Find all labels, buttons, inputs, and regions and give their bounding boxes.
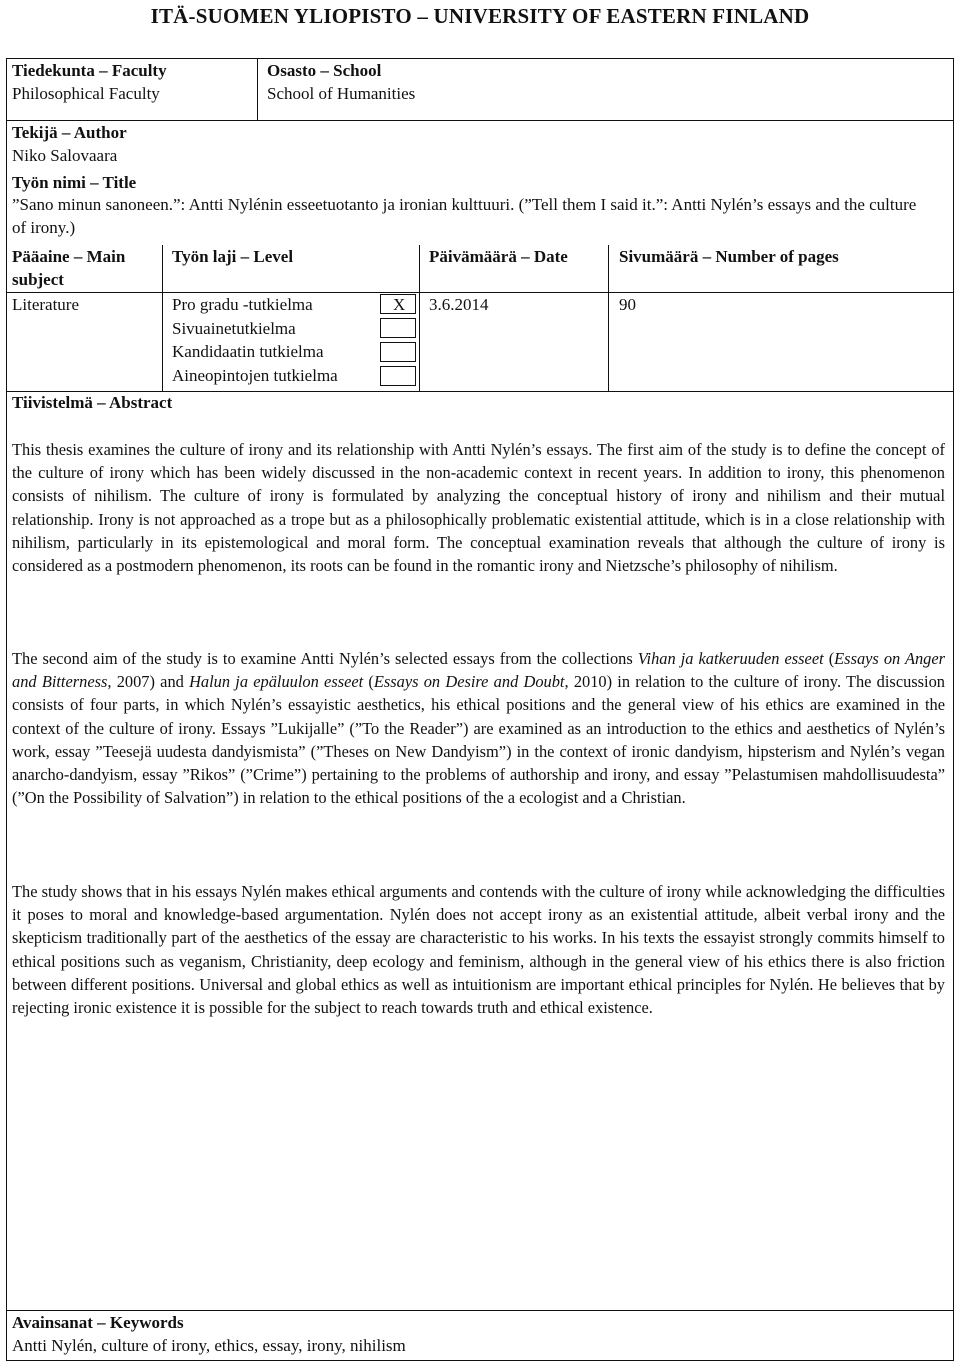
faculty-value: Philosophical Faculty [12,84,160,103]
keywords-value: Antti Nylén, culture of irony, ethics, essay, irony, nihilism [12,1336,406,1355]
date-value: 3.6.2014 [429,295,489,314]
title-value: ”Sano minun sanoneen.”: Antti Nylénin esseetuotanto ja ironian kulttuuri. (”Tell them I said it.”: Antti Nylén’s essays and the culture of irony.) [12,195,917,237]
level-checkbox-aineopintojen [380,366,416,386]
p2-text-c: ( [823,649,835,668]
p2-text-a: The second aim of the study is to examine Antti Nylén’s selected essays from the collections [12,649,638,668]
level-option-kandidaatin: Kandidaatin tutkielma [172,342,324,361]
level-option-aineopintojen: Aineopintojen tutkielma [172,366,338,385]
level-date-divider [419,245,420,391]
level-label: Työn laji – Level [172,247,294,266]
faculty-school-divider [257,58,258,120]
level-option-pro-gradu: Pro gradu -tutkielma [172,295,313,314]
level-selected-mark: X [393,295,406,314]
main-subject-label-2: subject [12,270,64,289]
main-subject-value: Literature [12,295,80,314]
level-option-sivuaine: Sivuainetutkielma [172,319,296,338]
abstract-paragraph-2 [12,647,945,809]
divider-after-faculty [6,120,954,121]
p2-book-2-translation: Essays on Desire and Doubt [373,672,565,692]
p2-text-e: , 2007) and [107,672,190,692]
p2-text-i: , 2010) in relation to the culture of irony. The discussion consists of four parts, in which Nylén’s essayistic aesthetics, his ethical positions and the general view of his ethics are examined in the context of the culture of irony. Essays ”Lukijalle” (”To the Reader”) are examined as an introduction to the ethics and aesthetics of Nylén’s work, essay ”Teesejä uudesta dandyismista” (”Theses on New Dandyism”) in the context of ironic dandyism, hipsterism and Nylén’s vegan anarcho-dandyism, essay ”Rikos” (”Crime”) pertaining to the problems of authorship and irony, and essay ”Pelastumisen mahdollisuudesta” (”On the Possibility of Salvation”) in relation to the ethical positions of the a ecologist and a Christian. [12,672,945,808]
main-subject-label: Pääaine – Main [12,247,126,266]
abstract-paragraph-1: This thesis examines the culture of irony and its relationship with Antti Nylén’s essays. The first aim of the study is to define the concept of the culture of irony which has been widely discussed in the non-academic context in recent years. In addition to irony, this phenomenon consists of nihilism. The culture of irony is formulated by analyzing the conceptual history of irony and nihilism and their mutual relationship. Irony is not approached as a trope but as a philosophically problematic existential attitude, which is in a close relationship with nihilism, particularly in its epistemological and moral form. The conceptual examination reveals that although the culture of irony is considered as a postmodern phenomenon, its roots can be found in the romantic irony and Nietzsche’s philosophy of nihilism. [12,440,945,576]
author-label: Tekijä – Author [12,123,127,142]
level-checkbox-sivuaine [380,318,416,338]
subject-level-divider [162,245,163,391]
keywords-label: Avainsanat – Keywords [12,1313,184,1332]
p2-book-2-title: Halun ja epäluulon esseet [189,672,364,692]
level-checkbox-kandidaatin [380,342,416,362]
p2-text-g: ( [363,672,374,692]
university-title: ITÄ-SUOMEN YLIOPISTO – UNIVERSITY OF EASTERN FINLAND [150,4,810,28]
date-label: Päivämäärä – Date [429,247,568,266]
pages-value: 90 [619,295,636,314]
author-value: Niko Salovaara [12,146,118,165]
date-pages-divider [608,245,609,391]
school-value: School of Humanities [267,84,416,103]
school-label: Osasto – School [267,61,382,80]
pages-label: Sivumäärä – Number of pages [619,247,839,266]
abstract-paragraph-3: The study shows that in his essays Nylén makes ethical arguments and contends with the culture of irony while acknowledging the difficulties it poses to moral and knowledge-based argumentation. Nylén does not accept irony as an existential attitude, albeit verbal irony and the skepticism traditionally part of the aesthetics of the essay are characteristic to his works. In his texts the essayist strongly commits himself to ethical positions such as veganism, Christianity, deep ecology and feminism, although in the general view of his ethics there is also friction between different positions. Universal and global ethics as well as intuitionism are important ethical principles for Nylén. He believes that by rejecting ironic existence it is possible for the subject to reach towards truth and ethical existence. [12,882,945,1018]
p2-book-1-translation: Essays on Anger and Bitterness [12,649,945,692]
abstract-label: Tiivistelmä – Abstract [12,393,173,412]
title-label: Työn nimi – Title [12,173,137,192]
faculty-label: Tiedekunta – Faculty [12,61,167,80]
p2-book-1-title: Vihan ja katkeruuden esseet [637,649,824,668]
